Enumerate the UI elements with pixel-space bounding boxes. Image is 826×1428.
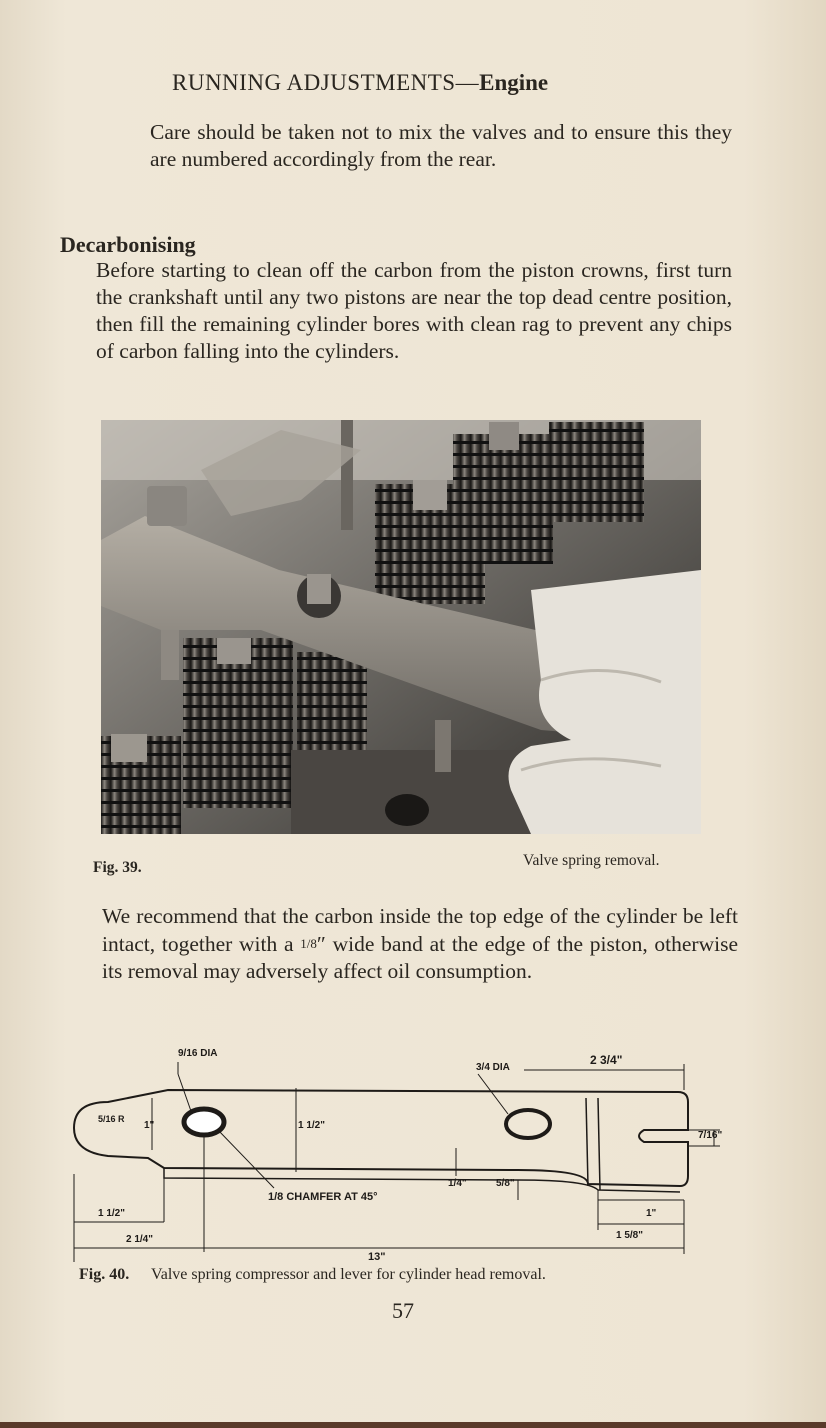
dim-fork-slot: 7/16" [698, 1130, 723, 1141]
lever-outline [74, 1090, 688, 1192]
figure-39-caption: Valve spring removal. [523, 852, 660, 869]
dim-hole-small: 9/16 DIA [178, 1048, 218, 1059]
dim-body-height: 1 1/2" [298, 1120, 325, 1131]
dim-thickness: 5/8" [496, 1178, 515, 1189]
dim-step: 1 1/2" [98, 1208, 125, 1219]
valve-spring-5 [101, 734, 181, 834]
dim-fork-length: 2 3/4" [590, 1053, 623, 1067]
header-title: RUNNING ADJUSTMENTS— [172, 70, 480, 95]
lever-technical-drawing [68, 1040, 748, 1262]
recommendation-paragraph: We recommend that the carbon inside the top edge of the cylinder be left intact, together with a 1/8″ wide band at the edge of the piston, otherwise its removal may adversely affect oil consumption. [102, 904, 739, 983]
page-number: 57 [392, 1298, 414, 1323]
valve-spring-1 [183, 638, 293, 808]
dim-end-height: 1" [144, 1120, 155, 1131]
dim-hole-offset: 2 1/4" [126, 1234, 153, 1245]
section-heading-decarbonising: Decarbonising [60, 232, 196, 257]
page-bottom-edge [0, 1422, 826, 1428]
intro-paragraph: Care should be taken not to mix the valves and to ensure this they are numbered accordingly from the rear. [150, 120, 732, 171]
header-subtitle: Engine [479, 70, 549, 95]
figure-40-caption: Valve spring compressor and lever for cylinder head removal. [150, 1266, 546, 1283]
figure-40-caption-line [79, 1266, 546, 1284]
dim-chamfer: 1/8 CHAMFER AT 45° [268, 1191, 378, 1203]
figure-40-label: Fig. 40. [79, 1266, 130, 1283]
dim-fork-depth: 1 5/8" [616, 1230, 643, 1241]
valve-spring-3 [453, 422, 553, 564]
recommendation-text-after: wide band at the edge of the piston, otherwise its removal may adversely affect oil consumption. [102, 932, 739, 983]
page-header [172, 70, 548, 96]
dim-end-radius: 5/16 R [98, 1114, 125, 1124]
decarbonising-paragraph: Before starting to clean off the carbon from the piston crowns, first turn the crankshaft until any two pistons are near the top dead centre position, then fill the remaining cylinder bores with clean rag to prevent any chips of carbon falling into the cylinders. [96, 258, 732, 363]
hole-small [184, 1109, 224, 1135]
adjusting-nut [147, 486, 187, 526]
recommendation-fraction: 1/8 [300, 936, 317, 951]
dim-overall: 13" [368, 1251, 386, 1262]
hole-large [506, 1110, 550, 1138]
valve-spring-removal-photo [101, 420, 701, 834]
valve-spring-4 [549, 422, 644, 522]
compressor-rod [341, 420, 353, 530]
valve-spring-6 [297, 652, 367, 752]
figure-39-label: Fig. 39. [93, 859, 142, 876]
dim-web: 1/4" [448, 1178, 467, 1189]
dim-hole-large: 3/4 DIA [476, 1062, 510, 1073]
recommendation-text-before: We recommend that the carbon inside the top edge of the cylinder be left intact, together with a [102, 904, 738, 956]
engine-illustration [101, 420, 701, 834]
dim-tip: 1" [646, 1208, 657, 1219]
